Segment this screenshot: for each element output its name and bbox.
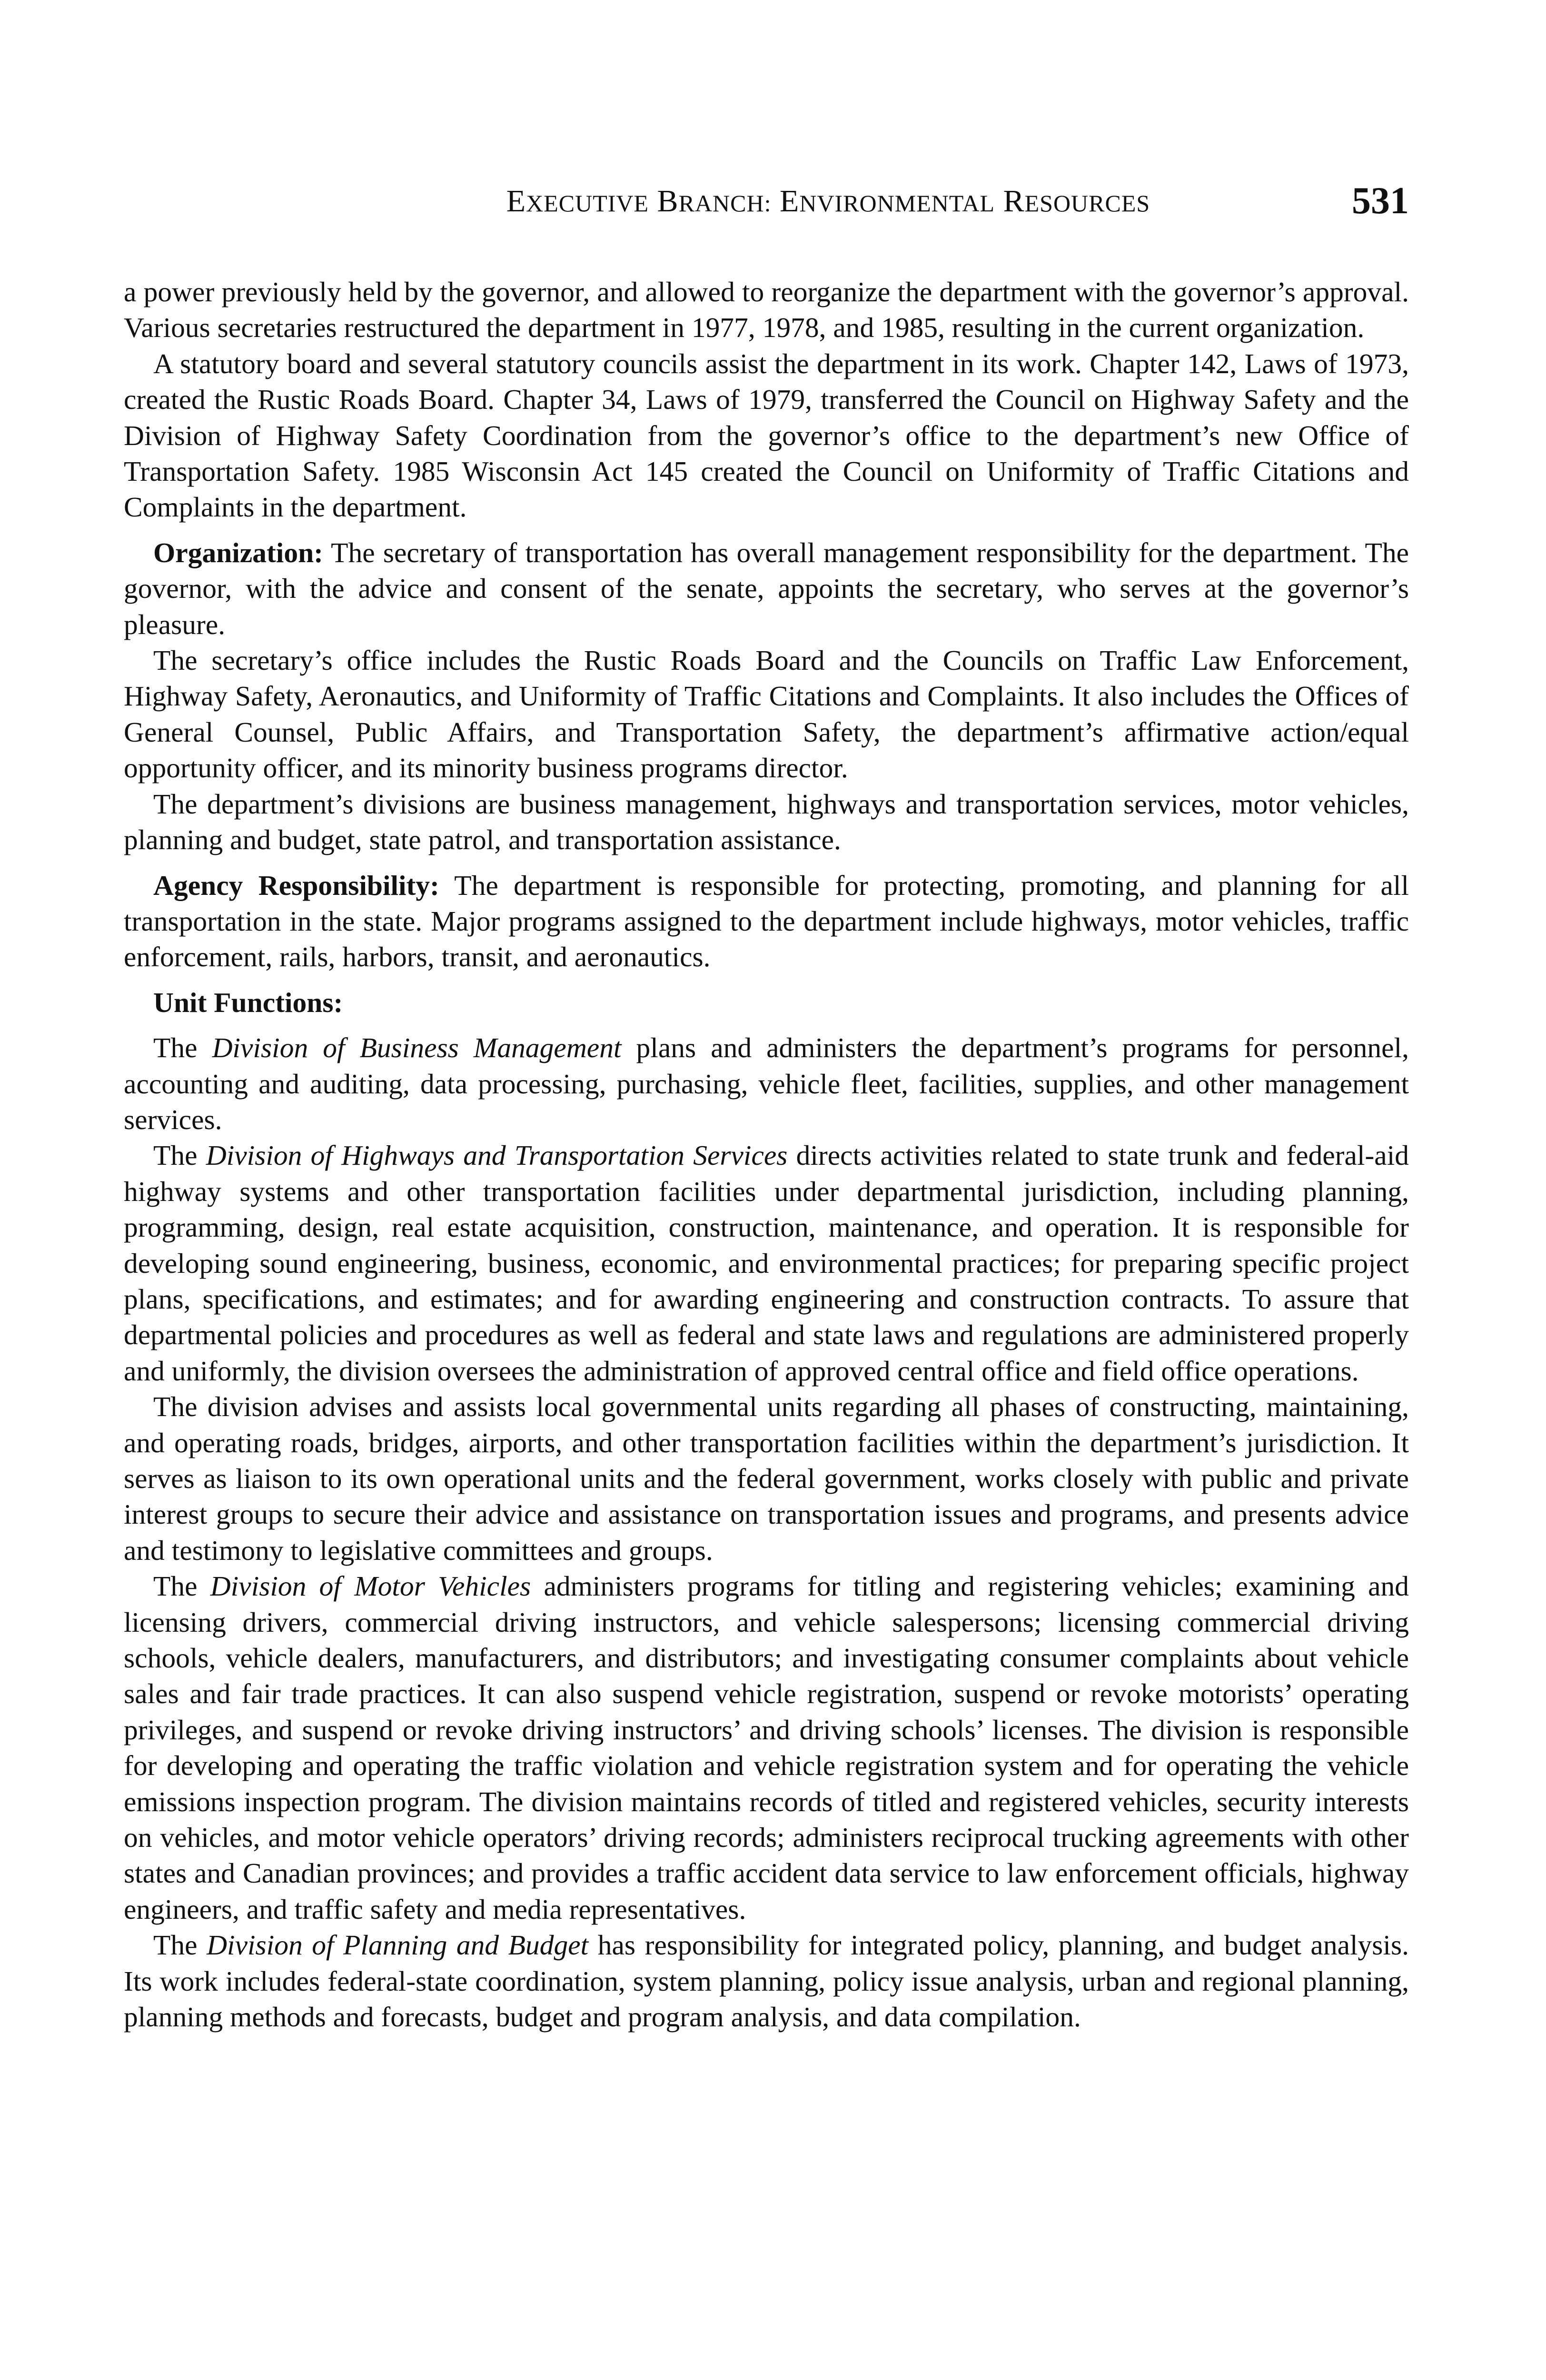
- paragraph-agency-responsibility: [124, 868, 1409, 975]
- page-header: [124, 180, 1409, 237]
- page-number: 531: [1352, 180, 1409, 222]
- running-head-word-4: RESOURCES: [1003, 184, 1150, 218]
- division-name-planning-budget: Division of Planning and Budget: [207, 1929, 589, 1961]
- paragraph-motor-vehicles: The Division of Motor Vehicles administers programs for titling and registering vehicles; examining and licensing drivers, commercial driving instructors, and vehicle salespersons; licensing commercial driving schools, vehicle dealers, manufacturers, and distributors; and investigating consumer complaints about vehicle sales and fair trade practices. It can also suspend vehicle registration, suspend or revoke motorists’ operating privileges, and suspend or revoke driving instructors’ and driving schools’ licenses. The division is responsible for developing and operating the traffic violation and vehicle registration system and for operating the vehicle emissions inspection program. The division maintains records of titled and registered vehicles, security interests on vehicles, and motor vehicle operators’ driving records; administers reciprocal trucking agreements with other states and Canadian provinces; and provides a traffic accident data service to law enforcement officials, highway engineers, and traffic safety and media representatives.: [124, 1570, 1409, 1925]
- paragraph-planning-budget: The Division of Planning and Budget has responsibility for integrated policy, planning, and budget analysis. Its work includes federal-state coordination, system planning, policy issue analysis, urban and regional planning, planning methods and forecasts, budget and program analysis, and data compilation.: [124, 1929, 1409, 2033]
- division-name-motor-vehicles: Division of Motor Vehicles: [210, 1570, 531, 1602]
- paragraph-divisions: The department’s divisions are business management, highways and transportation services, motor vehicles, planning and budget, state patrol, and transportation assistance.: [124, 788, 1409, 856]
- division-name-business-management: Division of Business Management: [212, 1032, 622, 1064]
- running-head-word-2: BRANCH:: [657, 184, 772, 218]
- running-head-word-3: ENVIRONMENTAL: [780, 184, 995, 218]
- organization-label: Organization:: [153, 536, 323, 568]
- body-text: [124, 274, 1409, 2035]
- agency-responsibility-label: Agency Responsibility:: [153, 869, 439, 901]
- running-head: [371, 180, 1285, 225]
- unit-functions-heading: Unit Functions:: [153, 986, 343, 1018]
- paragraph-highways: The Division of Highways and Transportation Services directs activities related to state trunk and federal-aid highway systems and other transportation facilities under departmental jurisdiction, including planning, programming, design, real estate acquisition, construction, maintenance, and operation. It is responsible for developing sound engineering, business, economic, and environmental practices; for preparing specific project plans, specifications, and estimates; and for awarding engineering and construction contracts. To assure that departmental policies and procedures as well as federal and state laws and regulations are administered properly and uniformly, the division oversees the administration of approved central office and field office operations.: [124, 1140, 1409, 1387]
- paragraph-organization: [124, 535, 1409, 643]
- paragraph-secretary-office: The secretary’s office includes the Rustic Roads Board and the Councils on Traffic Law Enforcement, Highway Safety, Aeronautics, and Uniformity of Traffic Citations and Complaints. It also includes the Offices of General Counsel, Public Affairs, and Transportation Safety, the department’s affirmative action/equal opportunity officer, and its minority business programs director.: [124, 645, 1409, 784]
- paragraph-business-management: The Division of Business Management plans and administers the department’s programs for personnel, accounting and auditing, data processing, purchasing, vehicle fleet, facilities, supplies, and other management services.: [124, 1032, 1409, 1135]
- organization-text: The secretary of transportation has overall management responsibility for the department. The governor, with the advice and consent of the senate, appoints the secretary, who serves at the governor’s pleasure.: [124, 536, 1409, 640]
- paragraph-continued: a power previously held by the governor, and allowed to reorganize the department with the governor’s approval. Various secretaries restructured the department in 1977, 1978, and 1985, resulting in the current organization.: [124, 276, 1409, 344]
- agency-responsibility-text: The department is responsible for protecting, promoting, and planning for all transportation in the state. Major programs assigned to the department include highways, motor vehicles, traffic enforcement, rails, harbors, transit, and aeronautics.: [124, 869, 1409, 973]
- paragraph-highways-local-units: The division advises and assists local governmental units regarding all phases of constructing, maintaining, and operating roads, bridges, airports, and other transportation facilities within the department’s jurisdiction. It serves as liaison to its own operational units and the federal government, works closely with public and private interest groups to secure their advice and assistance on transportation issues and programs, and presents advice and testimony to legislative committees and groups.: [124, 1391, 1409, 1566]
- division-name-highways: Division of Highways and Transportation Services: [206, 1140, 788, 1171]
- running-head-word-1: EXECUTIVE: [506, 184, 649, 218]
- paragraph-statutory-board: A statutory board and several statutory councils assist the department in its work. Chapter 142, Laws of 1973, created the Rustic Roads Board. Chapter 34, Laws of 1979, transferred the Council on Highway Safety and the Division of Highway Safety Coordination from the governor’s office to the department’s new Office of Transportation Safety. 1985 Wisconsin Act 145 created the Council on Uniformity of Traffic Citations and Complaints in the department.: [124, 347, 1409, 523]
